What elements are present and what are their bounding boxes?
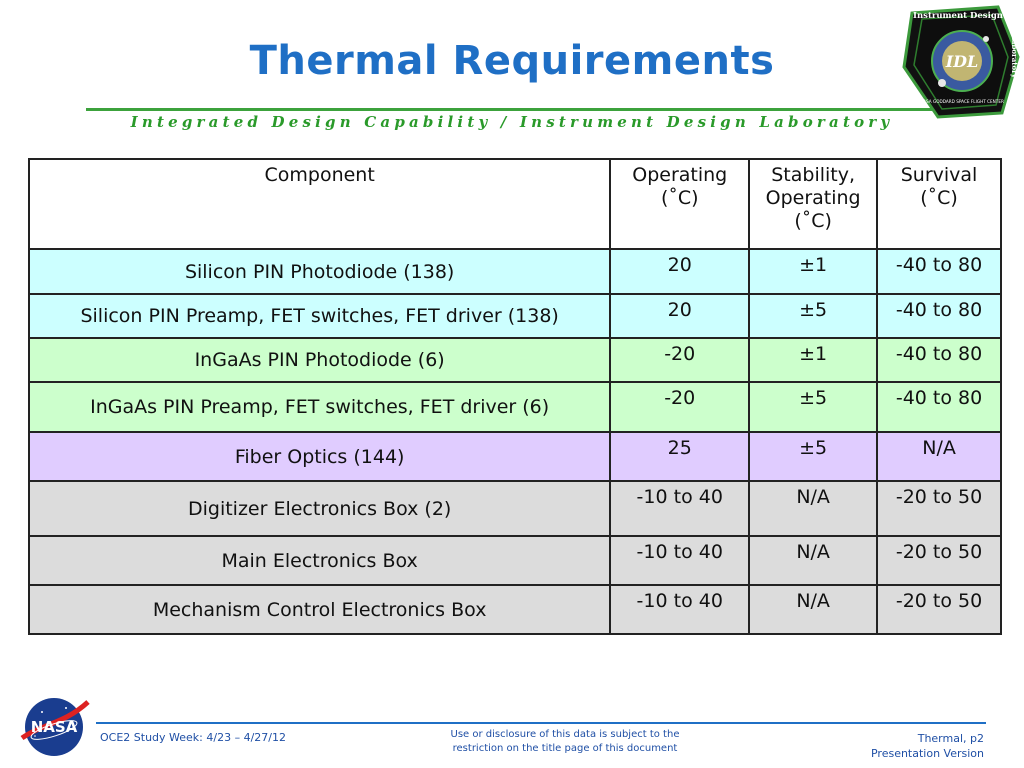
table-row	[29, 481, 1001, 536]
table-row	[29, 382, 1001, 432]
column-header-component: Component	[29, 159, 610, 249]
footer-disclosure	[420, 728, 710, 756]
component-cell: InGaAs PIN Preamp, FET switches, FET driver (6)	[29, 382, 610, 432]
table-header-row	[29, 159, 1001, 249]
column-header-operating: Operating (˚C)	[610, 159, 749, 249]
component-cell: Silicon PIN Preamp, FET switches, FET driver (138)	[29, 294, 610, 338]
table-row	[29, 432, 1001, 481]
stability-cell: ±1	[749, 249, 877, 294]
page-title: Thermal Requirements	[249, 38, 775, 84]
component-cell: Mechanism Control Electronics Box	[29, 585, 610, 634]
footer-disclosure-line-1: Use or disclosure of this data is subject to the	[450, 729, 680, 740]
table-row	[29, 338, 1001, 382]
component-cell: Main Electronics Box	[29, 536, 610, 585]
footer-page-info	[871, 731, 984, 761]
table-row	[29, 294, 1001, 338]
thermal-requirements-table	[28, 158, 1002, 635]
survival-cell: -40 to 80	[877, 382, 1001, 432]
footer-study-week: OCE2 Study Week: 4/23 – 4/27/12	[100, 731, 286, 744]
survival-cell: -40 to 80	[877, 338, 1001, 382]
idl-logo-top-text: Instrument Design	[913, 11, 1003, 21]
survival-cell: -40 to 80	[877, 294, 1001, 338]
operating-cell: -20	[610, 382, 749, 432]
operating-cell: 20	[610, 249, 749, 294]
stability-cell: ±5	[749, 432, 877, 481]
idl-logo	[900, 5, 1020, 119]
footer-divider	[96, 722, 986, 724]
operating-cell: -10 to 40	[610, 536, 749, 585]
idl-logo-side-text: Laboratory	[1010, 35, 1019, 78]
column-header-stability: Stability, Operating (˚C)	[749, 159, 877, 249]
column-header-survival: Survival (˚C)	[877, 159, 1001, 249]
stability-cell: ±1	[749, 338, 877, 382]
component-cell: InGaAs PIN Photodiode (6)	[29, 338, 610, 382]
table-row	[29, 536, 1001, 585]
survival-cell: -40 to 80	[877, 249, 1001, 294]
stability-cell: N/A	[749, 536, 877, 585]
page-subtitle: Integrated Design Capability / Instrument Design Laboratory	[130, 113, 894, 131]
operating-cell: -10 to 40	[610, 585, 749, 634]
title-divider	[86, 108, 942, 111]
operating-cell: 20	[610, 294, 749, 338]
survival-cell: -20 to 50	[877, 536, 1001, 585]
footer-version: Presentation Version	[870, 747, 984, 760]
operating-cell: -20	[610, 338, 749, 382]
stability-cell: ±5	[749, 382, 877, 432]
stability-cell: N/A	[749, 585, 877, 634]
survival-cell: -20 to 50	[877, 481, 1001, 536]
nasa-logo-text: NASA	[30, 718, 78, 736]
component-cell: Digitizer Electronics Box (2)	[29, 481, 610, 536]
component-cell: Fiber Optics (144)	[29, 432, 610, 481]
survival-cell: N/A	[877, 432, 1001, 481]
operating-cell: -10 to 40	[610, 481, 749, 536]
idl-logo-ring-text: NASA GODDARD SPACE FLIGHT CENTER	[920, 99, 1004, 104]
idl-logo-center-text: IDL	[945, 52, 979, 71]
footer-disclosure-line-2: restriction on the title page of this document	[452, 743, 678, 754]
stability-cell: N/A	[749, 481, 877, 536]
survival-cell: -20 to 50	[877, 585, 1001, 634]
component-cell: Silicon PIN Photodiode (138)	[29, 249, 610, 294]
nasa-logo	[20, 694, 90, 758]
stability-cell: ±5	[749, 294, 877, 338]
table-row	[29, 249, 1001, 294]
table-row	[29, 585, 1001, 634]
footer-page-label: Thermal, p2	[917, 732, 984, 745]
operating-cell: 25	[610, 432, 749, 481]
